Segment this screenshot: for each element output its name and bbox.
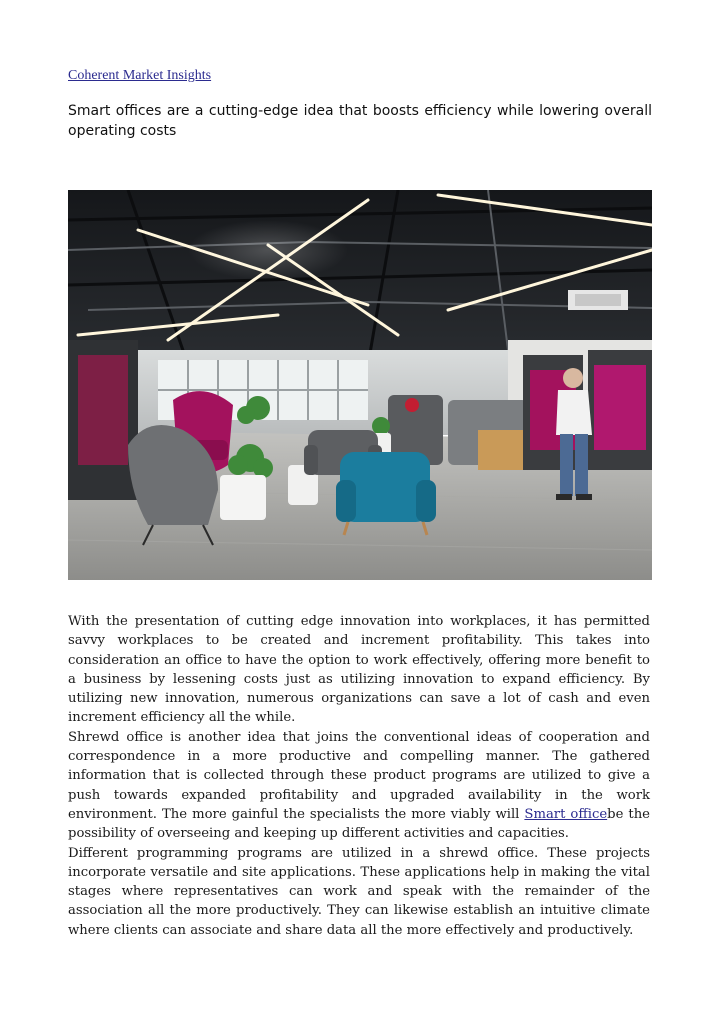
smart-office-link[interactable]: Smart office — [524, 806, 608, 822]
paragraph-3: Different programming programs are utilized in a shrewd office. These projects incorporate versatile and site applications. These applications help in making the vital stages where representatives can work and speak with the remainder of the association all the more productively. They can likewise establish an intuitive climate where clients can associate and share data all the more effectively and productively. — [68, 845, 650, 938]
paragraph-1: With the presentation of cutting edge innovation into workplaces, it has permitted savvy workplaces to be created and increment profitability. This takes into consideration an office to have the option to work effectively, offering more benefit to a business by lessening costs just as utilizing innovation to expand efficiency. By utilizing new innovation, numerous organizations can save a lot of cash and even increment efficiency all the while. — [68, 614, 650, 726]
paragraph-2-start: Shrewd office is another idea that joins the conventional ideas of cooperation and correspondence in a more productive and compelling manner. The gathered information that is collected through these product programs are utilized to give a push towards expanded profitability and upgraded availability in the work environment. The more gainful the specialists the more viably will — [68, 729, 650, 822]
article-title: Smart offices are a cutting-edge idea that boosts efficiency while lowering overall operating costs — [68, 103, 652, 139]
article-body — [68, 612, 650, 940]
paragraph-2 — [68, 728, 650, 844]
paragraph-2-end: be the possibility of overseeing and keeping up different activities and capacities. — [68, 806, 650, 842]
source-link[interactable]: Coherent Market Insights — [68, 68, 212, 83]
office-photo — [68, 190, 652, 580]
